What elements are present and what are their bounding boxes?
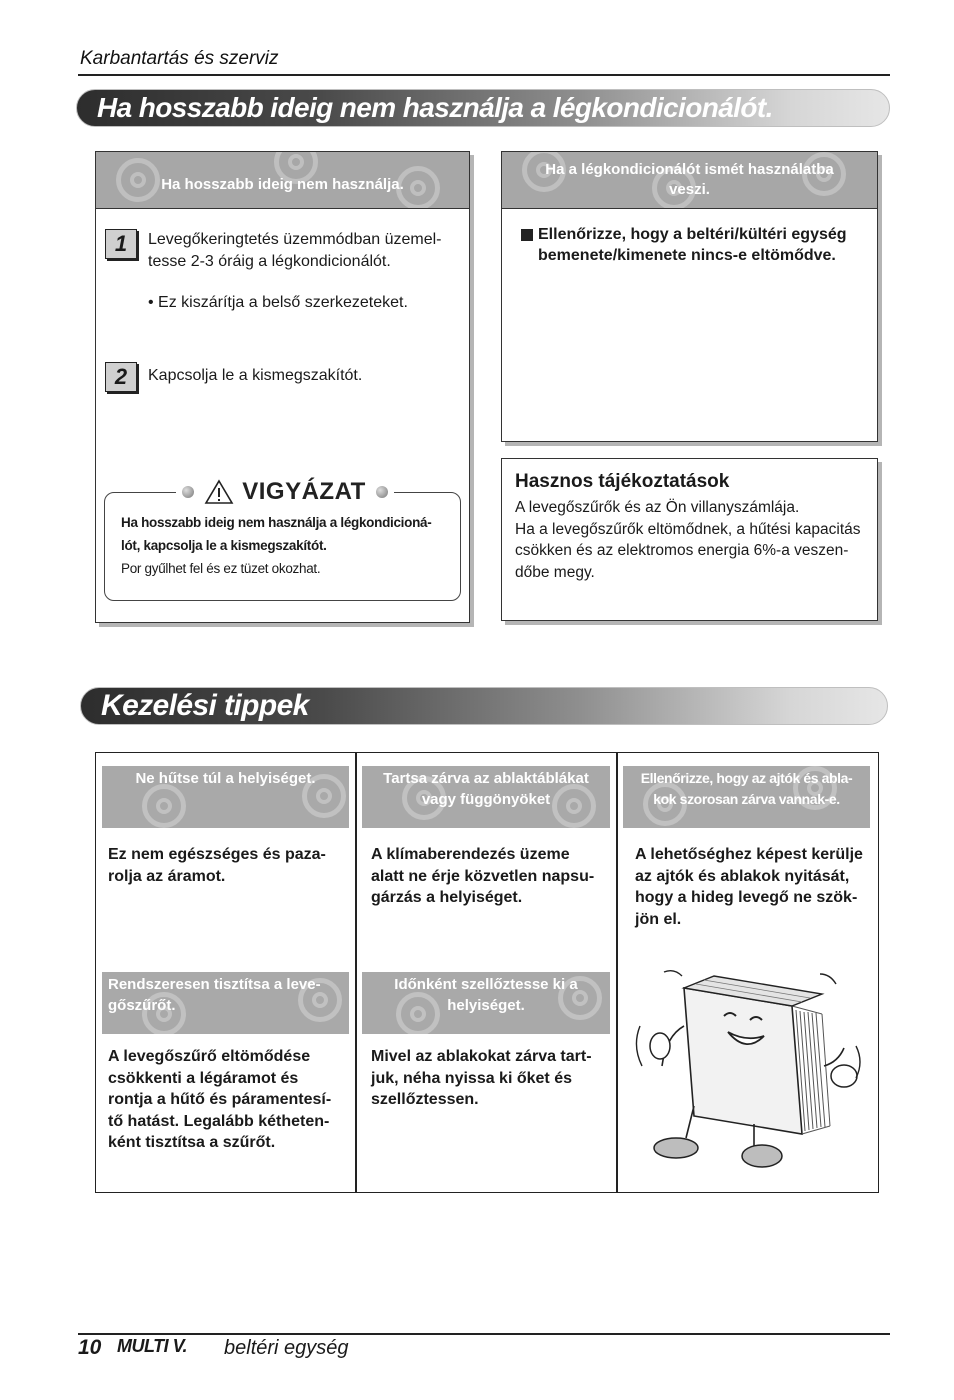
brand-logo: MULTI V.	[117, 1336, 188, 1356]
step-1-badge: 1	[105, 229, 137, 259]
tip-heading: Ne hűtse túl a helyiséget.	[102, 766, 349, 828]
tip-text: A klímaberendezés üzeme alatt ne érje közvetlen napsu- gárzás a helyiséget.	[371, 846, 595, 906]
caution-text: Ha hosszabb ideig nem használja a légkondicioná- lót, kapcsolja le a kismegszakítót. Por gyűlhet fel és ez tüzet okozhat.	[121, 515, 432, 576]
caution-title	[176, 472, 394, 512]
section-label: Karbantartás és szerviz	[80, 48, 279, 69]
column-divider	[616, 752, 618, 1193]
info-text: A levegőszűrők és az Ön villanyszámlája. Ha a levegőszűrők eltömődnek, a hűtési kapacitás csökken és az elektromos energia 6%-a veszen- dőbe megy.	[515, 499, 861, 581]
happy-air-filter-illustration	[624, 966, 868, 1172]
swirl-icon	[142, 784, 186, 828]
bullet-dot-icon	[182, 486, 194, 498]
tip-heading: Rendszeresen tisztítsa a leve- gőszűrőt.	[102, 972, 349, 1034]
square-bullet-icon	[521, 229, 533, 241]
step-1-note: • Ez kiszárítja a belső szerkezeteket.	[148, 294, 408, 311]
column-divider	[355, 752, 357, 1193]
restart-check-text: Ellenőrizze, hogy a beltéri/kültéri egység bemenete/kimenete nincs-e eltömődve.	[538, 226, 847, 264]
tip-text: Ez nem egészséges és paza- rolja az áramot.	[108, 846, 326, 885]
info-title: Hasznos tájékoztatások	[515, 471, 730, 492]
caution-heading: VIGYÁZAT	[242, 478, 366, 505]
tip-heading: Ellenőrizze, hogy az ajtók és abla- kok szorosan zárva vannak-e.	[623, 766, 870, 828]
step-2-text: Kapcsolja le a kismegszakítót.	[148, 367, 363, 384]
section-banner	[76, 89, 890, 127]
box-heading-text: Ha a légkondicionálót ismét használatba veszi.	[545, 161, 834, 198]
tip-text: A levegőszűrő eltömődése csökkenti a légáramot és rontja a hűtő és páramentesí- tő hatást. Legalább kétheten- ként tisztítsa a szűrőt.	[108, 1048, 332, 1151]
page-number: 10	[78, 1336, 102, 1359]
tip-heading: Időnként szellőztesse ki a helyiséget.	[362, 972, 610, 1034]
step-2-badge: 2	[105, 362, 137, 392]
warning-triangle-icon	[204, 479, 234, 505]
bullet-dot-icon	[376, 486, 388, 498]
header-rule	[78, 74, 890, 76]
tip-text: A lehetőséghez képest kerülje az ajtók és ablakok nyitását, hogy a hideg levegő ne szök- jön el.	[635, 846, 863, 928]
tip-heading: Tartsa zárva az ablaktáblákat vagy függönyöket	[362, 766, 610, 828]
restart-box	[501, 151, 878, 442]
tip-text: Mivel az ablakokat zárva tart- juk, néha nyissa ki őket és szellőztessen.	[371, 1048, 592, 1108]
box-heading	[96, 152, 469, 209]
tips-banner	[80, 687, 888, 725]
banner-title: Kezelési tippek	[101, 689, 309, 722]
footer-text: beltéri egység	[224, 1337, 349, 1359]
banner-title: Ha hosszabb ideig nem használja a légkondicionálót.	[97, 92, 773, 123]
footer-rule	[78, 1333, 890, 1335]
box-heading	[502, 152, 877, 209]
box-heading-text: Ha hosszabb ideig nem használja.	[161, 176, 404, 193]
swirl-icon	[116, 158, 160, 202]
step-1-text: Levegőkeringtetés üzemmódban üzemel- tesse 2-3 óráig a légkondicionálót.	[148, 231, 442, 270]
